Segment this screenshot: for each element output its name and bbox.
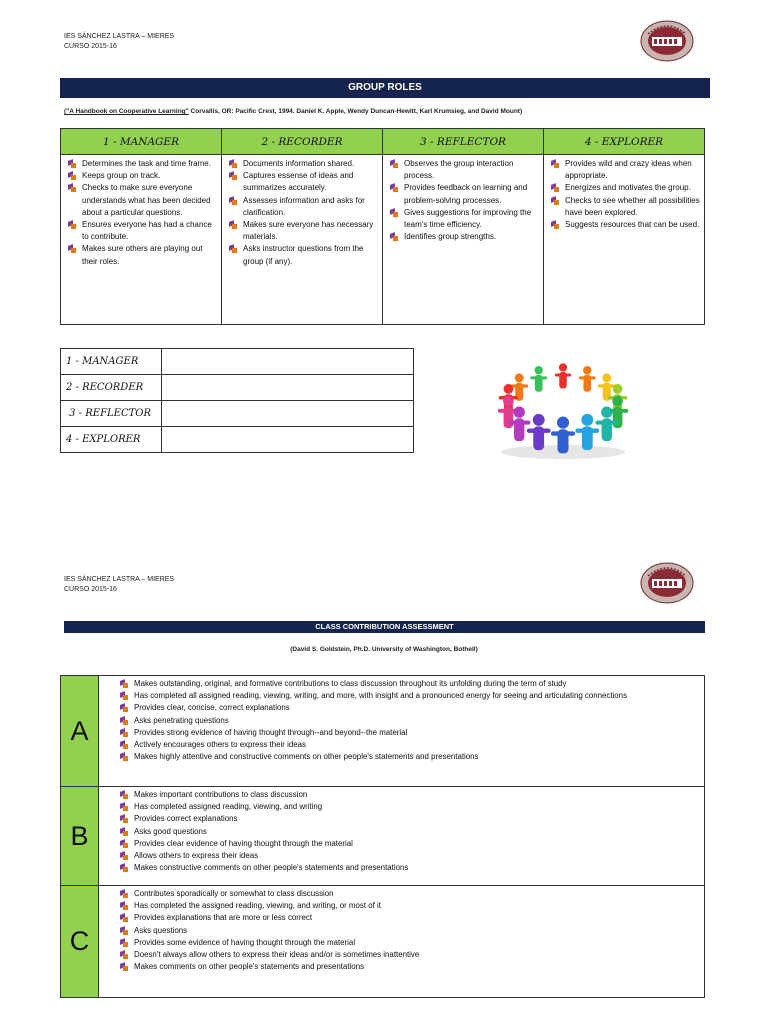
list-item — [548, 158, 700, 182]
list-item-text: Asks good questions — [134, 826, 207, 836]
bullet-icon — [120, 741, 128, 749]
assignment-label-explorer: 4 - EXPLORER — [61, 427, 162, 453]
class-contribution-title: CLASS CONTRIBUTION ASSESSMENT — [64, 621, 705, 633]
role-header-reflector: 3 - REFLECTOR — [383, 129, 544, 155]
assignment-label-recorder: 2 - RECORDER — [61, 375, 162, 401]
list-item-text: Doesn't always allow others to express their ideas and/or is sometimes inattentive — [134, 950, 420, 960]
bullet-icon — [229, 245, 237, 253]
bullet-icon — [120, 815, 128, 823]
school-logo-seal — [640, 20, 694, 62]
list-item-text: Determines the task and time frame. — [82, 159, 211, 168]
role-assignment-table — [60, 348, 414, 453]
list-item — [117, 789, 698, 801]
list-item — [226, 243, 378, 267]
list-item-text: Provides explanations that are more or less correct — [134, 913, 313, 923]
bullet-icon — [390, 233, 398, 241]
list-item — [117, 826, 698, 838]
list-item — [117, 862, 698, 874]
bullet-icon — [120, 864, 128, 872]
list-item-text: Provides clear evidence of having thought through the material — [134, 838, 353, 848]
list-item-text: Actively encourages others to express their ideas — [134, 740, 306, 750]
bullet-icon — [68, 172, 76, 180]
list-item — [65, 182, 217, 219]
list-item-text: Checks to make sure everyone understands what has been decided about a particular questions. — [82, 183, 211, 217]
bullet-icon — [120, 840, 128, 848]
school-name-2: IES SÁNCHEZ LASTRA – MIERES — [64, 576, 175, 583]
list-item — [117, 949, 698, 961]
role-header-recorder: 2 - RECORDER — [222, 129, 383, 155]
person-figure — [579, 366, 596, 392]
role-description-reflector — [383, 155, 544, 325]
list-item-text: Checks to see whether all possibilities have been explored. — [565, 195, 700, 217]
bullet-icon — [120, 927, 128, 935]
bullet-icon — [551, 160, 559, 168]
group-roles-title: GROUP ROLES — [60, 78, 710, 98]
list-item-text: Energizes and motivates the group. — [565, 183, 691, 193]
list-item — [117, 813, 698, 825]
list-item-text: Has completed the assigned reading, viewing, and writing, or most of it — [134, 901, 381, 911]
list-item-text: Contributes sporadically or somewhat to class discussion — [134, 889, 334, 898]
bullet-icon — [229, 172, 237, 180]
person-figure — [575, 414, 599, 450]
list-item — [548, 219, 700, 231]
list-item-text: Makes sure others are playing out their roles. — [82, 244, 203, 266]
list-item-text: Asks questions — [134, 925, 188, 935]
list-item-text: Provides strong evidence of having thought through--and beyond--the material — [134, 727, 408, 737]
list-item-text: Allows others to express their ideas — [134, 851, 259, 861]
list-item — [65, 158, 217, 170]
list-item — [226, 195, 378, 219]
list-item — [117, 888, 698, 900]
bullet-icon — [120, 729, 128, 737]
role-description-manager — [61, 155, 222, 325]
school-logo-seal-2 — [640, 562, 694, 604]
list-item — [117, 937, 698, 949]
list-item — [226, 170, 378, 194]
bullet-icon — [120, 914, 128, 922]
bullet-icon — [120, 890, 128, 898]
list-item-text: Suggests resources that can be used. — [565, 220, 700, 230]
bullet-icon — [120, 680, 128, 688]
list-item — [117, 912, 698, 924]
list-item-text: Makes outstanding, original, and formative contributions to class discussion throughout its unfolding during the term of study — [134, 679, 567, 688]
list-item — [65, 243, 217, 267]
list-item — [117, 961, 698, 973]
list-item — [117, 751, 698, 763]
grade-letter-c: C — [61, 886, 99, 998]
list-item — [387, 158, 539, 182]
bullet-icon — [120, 852, 128, 860]
citation-title: ("A Handbook on Cooperative Learning" — [64, 108, 189, 115]
list-item — [117, 838, 698, 850]
list-item-text: Asks penetrating questions — [134, 715, 229, 725]
list-item-text: Makes important contributions to class discussion — [134, 790, 308, 799]
role-description-recorder — [222, 155, 383, 325]
page1-header — [64, 32, 174, 52]
roles-citation — [64, 108, 522, 115]
list-item — [117, 801, 698, 813]
course-year: CURSO 2015-16 — [64, 43, 117, 50]
bullet-icon — [120, 951, 128, 959]
role-header-explorer: 4 - EXPLORER — [544, 129, 705, 155]
bullet-icon — [229, 197, 237, 205]
group-roles-table — [60, 128, 705, 325]
bullet-icon — [120, 791, 128, 799]
list-item-text: Makes constructive comments on other people's statements and presentations — [134, 863, 409, 873]
list-item-text: Ensures everyone has had a chance to contribute. — [82, 220, 212, 242]
list-item-text: Provides wild and crazy ideas when appropriate. — [565, 159, 692, 181]
grade-criteria-a — [99, 676, 705, 787]
bullet-icon — [390, 209, 398, 217]
list-item-text: Assesses information and asks for clarification. — [243, 195, 365, 217]
school-name: IES SÁNCHEZ LASTRA – MIERES — [64, 33, 175, 40]
list-item-text: Provides feedback on learning and problem-solving processes. — [404, 183, 528, 205]
bullet-icon — [390, 184, 398, 192]
list-item — [387, 182, 539, 206]
grade-letter-b: B — [61, 787, 99, 886]
list-item — [117, 850, 698, 862]
person-figure — [527, 414, 551, 450]
bullet-icon — [120, 963, 128, 971]
page2-header — [64, 575, 174, 595]
list-item-text: Documents information shared. — [243, 159, 355, 168]
bullet-icon — [229, 221, 237, 229]
list-item — [117, 739, 698, 751]
list-item — [226, 219, 378, 243]
role-description-explorer — [544, 155, 705, 325]
bullet-icon — [390, 160, 398, 168]
list-item-text: Asks instructor questions from the group (if any). — [243, 244, 364, 266]
people-circle-illustration — [486, 350, 640, 460]
list-item-text: Makes comments on other people's statements and presentations — [134, 962, 365, 972]
bullet-icon — [120, 939, 128, 947]
list-item-text: Makes sure everyone has necessary materials. — [243, 220, 374, 242]
bullet-icon — [120, 717, 128, 725]
bullet-icon — [120, 692, 128, 700]
bullet-icon — [68, 245, 76, 253]
list-item-text: Gives suggestions for improving the team's time efficiency. — [404, 207, 532, 230]
grade-rubric-table — [60, 675, 705, 998]
bullet-icon — [68, 160, 76, 168]
list-item — [117, 715, 698, 727]
list-item-text: Captures essense of ideas and summarizes accurately. — [243, 171, 354, 193]
list-item — [548, 195, 700, 219]
list-item-text: Observes the group interaction process. — [404, 159, 514, 181]
list-item — [117, 678, 698, 690]
role-header-manager: 1 - MANAGER — [61, 129, 222, 155]
bullet-icon — [120, 828, 128, 836]
grade-criteria-b — [99, 787, 705, 886]
list-item — [226, 158, 378, 170]
person-figure — [530, 366, 547, 392]
bullet-icon — [551, 221, 559, 229]
bullet-icon — [120, 704, 128, 712]
list-item-text: Has completed all assigned reading, viewing, writing, and more, with insight and a pronounced energy for seeing and articulating connections — [134, 691, 628, 701]
assignment-label-manager: 1 - MANAGER — [61, 349, 162, 375]
list-item-text: Provides correct explanations — [134, 814, 238, 824]
bullet-icon — [551, 184, 559, 192]
bullet-icon — [229, 160, 237, 168]
citation-details: Corvallis, OR: Pacific Crest, 1994. Daniel K. Apple, Wendy Duncan-Hewitt, Karl Krumsieg, and David Mount) — [188, 108, 523, 115]
grade-letter-a: A — [61, 676, 99, 787]
list-item — [117, 900, 698, 912]
list-item-text: Provides some evidence of having thought through the material — [134, 937, 356, 947]
list-item — [387, 231, 539, 243]
list-item — [65, 219, 217, 243]
list-item — [117, 702, 698, 714]
bullet-icon — [120, 753, 128, 761]
list-item — [117, 690, 698, 702]
assignment-label-reflector: 3 - REFLECTOR — [61, 401, 162, 427]
list-item — [117, 925, 698, 937]
assignment-field-explorer[interactable] — [162, 427, 414, 453]
course-year-2: CURSO 2015-16 — [64, 586, 117, 593]
assignment-field-reflector[interactable] — [162, 401, 414, 427]
list-item-text: Identifies group strengths. — [404, 232, 497, 242]
bullet-icon — [68, 184, 76, 192]
list-item-text: Has completed assigned reading, viewing, and writing — [134, 802, 323, 812]
bullet-icon — [120, 803, 128, 811]
person-figure — [555, 363, 572, 388]
list-item-text: Keeps group on track. — [82, 171, 161, 181]
list-item — [387, 207, 539, 231]
grade-criteria-c — [99, 886, 705, 998]
bullet-icon — [120, 902, 128, 910]
list-item-text: Makes highly attentive and constructive comments on other people's statements and presentations — [134, 752, 479, 762]
bullet-icon — [68, 221, 76, 229]
assessment-citation: (David S. Goldstein, Ph.D. University of Washington, Bothell) — [290, 646, 478, 653]
list-item-text: Provides clear, concise, correct explanations — [134, 703, 290, 713]
list-item — [117, 727, 698, 739]
assignment-field-recorder[interactable] — [162, 375, 414, 401]
list-item — [548, 182, 700, 194]
list-item — [65, 170, 217, 182]
assignment-field-manager[interactable] — [162, 349, 414, 375]
bullet-icon — [551, 197, 559, 205]
